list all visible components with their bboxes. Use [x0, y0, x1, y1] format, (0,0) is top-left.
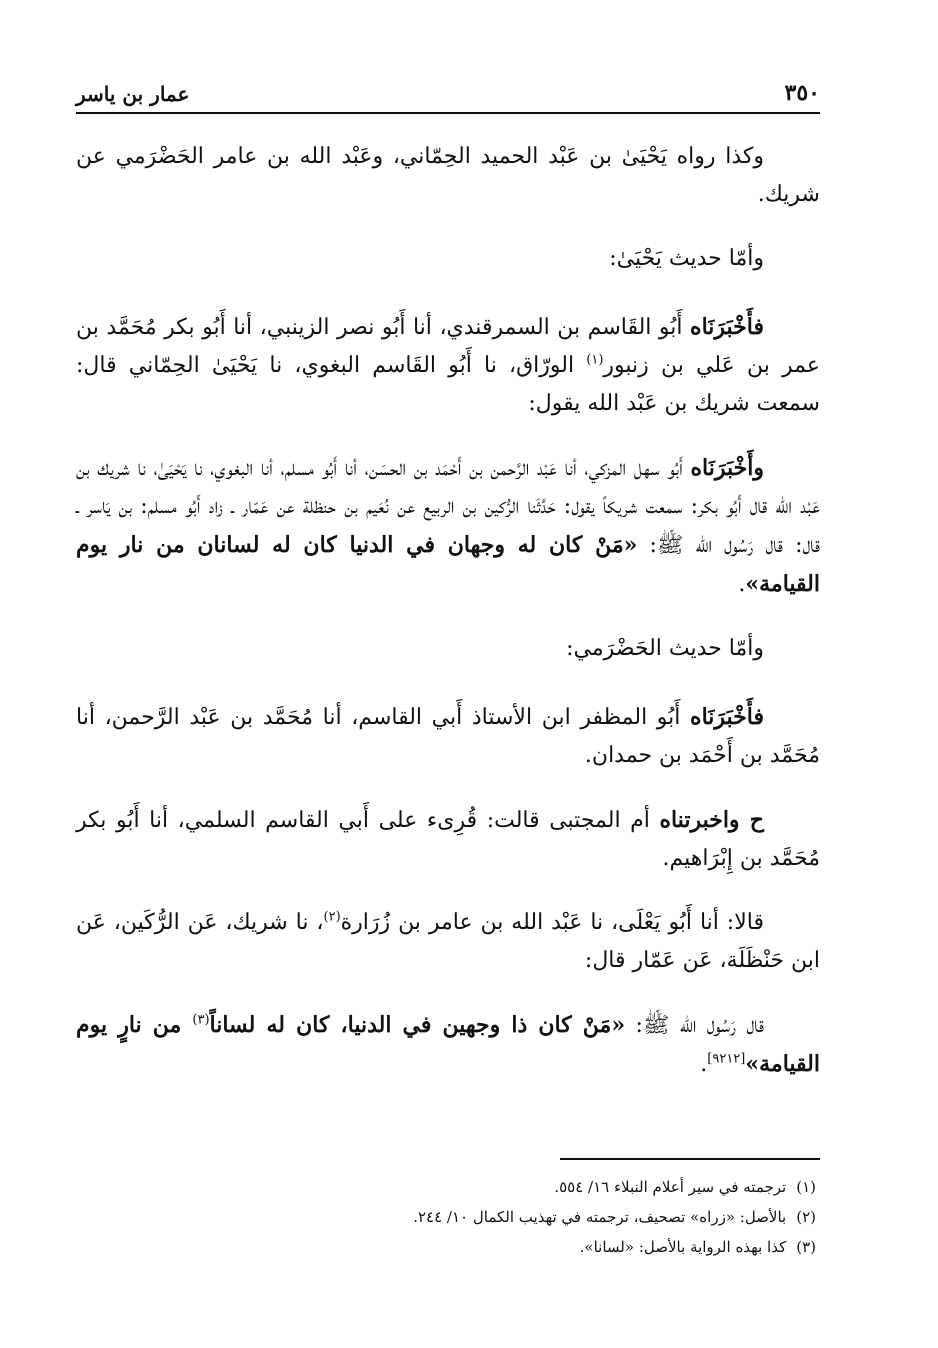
hadith-quote-cont: من نارٍ يوم القيامة» [76, 1012, 820, 1077]
section-heading-hadrami: وأمّا حديث الحَضْرَمي: [566, 636, 764, 661]
footnote-ref-3: (٣) [192, 1012, 210, 1028]
chain-lead: فأَخْبَرَنَاه [690, 704, 764, 730]
hadith-quote: «مَنْ كان ذا وجهين في الدنيا، كان له لساناً [209, 1012, 626, 1038]
hadith-number: [٩٢١٢] [707, 1051, 746, 1067]
footnote-text: بالأصل: «زراه» تصحيف، ترجمته في تهذيب الكمال ١٠/ ٢٤٤. [413, 1208, 787, 1226]
hadith-quote: «مَنْ كان له وجهان في الدنيا كان له لسانان من نار يوم القيامة» [76, 532, 820, 597]
chain-text-cont: ، نا شريك، عَن الرُّكَين، عَن ابن حَنْظَلَة، عَن عَمّار قال: [76, 910, 820, 973]
paragraph-3 [76, 308, 820, 423]
page-body [76, 138, 820, 1110]
paragraph-6 [76, 698, 820, 775]
footnote-text: ترجمته في سير أعلام النبلاء ١٦/ ٥٥٤. [554, 1178, 787, 1196]
footnote-marker: (١) [796, 1178, 816, 1196]
chain-text: أَبُو سهل المزكي، أنا عَبْد الرَّحمن بن أَحْمَد بن الحسَن، أنا أَبُو مسلم، أنا البغوي، نا يَحْيَىٰ، نا شريك بن عَبْد الله قال أَبُو بكر: سمعت شريكاً يقول: حَدَّثَنا الرُّكين بن الربيع عن نُعَيم بن حنظلة عن عَمّار ـ زاد أَبُو مسلم: بن يَاسر ـ قال: قال رَسُول الله ﷺ: [76, 456, 820, 558]
sentence-end: . [738, 572, 746, 597]
footnote [76, 1172, 820, 1202]
chain-text-cont: الورّاق، نا أَبُو القَاسم البغوي، نا يَحْيَىٰ الحِمّاني قال: سمعت شريك بن عَبْد الله يقول: [76, 353, 820, 416]
chain-text: قال رَسُول الله ﷺ: [625, 1013, 764, 1038]
footnote-marker: (٣) [796, 1238, 816, 1256]
footnote-ref-2: (٢) [323, 909, 341, 925]
paragraph-9 [76, 1006, 820, 1084]
chain-text: قالا: أنا أَبُو يَعْلَى، نا عَبْد الله بن عامر بن زُرَارة [340, 910, 764, 935]
running-title: عمار بن ياسر [76, 82, 190, 106]
page-header [76, 72, 820, 114]
chain-text: أَبُو القَاسم بن السمرقندي، أنا أَبُو نصر الزينبي، أنا أَبُو بكر مُحَمَّد بن عمر بن عَلي بن زنبور [76, 315, 820, 378]
sentence-end: . [700, 1052, 708, 1077]
footnote [76, 1232, 820, 1262]
footnote-marker: (٢) [796, 1208, 816, 1226]
paragraph-8 [76, 904, 820, 980]
page-number: ٣٥٠ [784, 80, 820, 106]
paragraph-7 [76, 801, 820, 878]
footnote [76, 1202, 820, 1232]
footnotes [76, 1158, 820, 1262]
chain-lead: وأَخْبَرَنَاه [690, 455, 764, 481]
chain-text: أم المجتبى قالت: قُرِىء على أَبي القاسم السلمي، أنا أَبُو بكر مُحَمَّد بن إِبْرَاهيم. [76, 808, 820, 871]
paragraph-1: وكذا رواه يَحْيَىٰ بن عَبْد الحميد الحِمّاني، وعَبْد الله بن عامر الحَضْرَمي عن شريك. [76, 144, 820, 207]
chain-lead: فأَخْبَرَنَاه [690, 314, 764, 340]
chain-text: أَبُو المظفر ابن الأستاذ أَبي القاسم، أنا مُحَمَّد بن عَبْد الرَّحمن، أنا مُحَمَّد بن أَحْمَد بن حمدان. [76, 705, 820, 768]
paragraph-4 [76, 449, 820, 604]
section-heading-yahya: وأمّا حديث يَحْيَىٰ: [609, 246, 764, 271]
footnote-divider [560, 1158, 820, 1160]
chain-lead: ح واخبرتناه [659, 807, 764, 833]
footnote-ref-1: (١) [586, 352, 604, 368]
footnote-text: كذا بهذه الرواية بالأصل: «لسانا». [579, 1238, 787, 1256]
